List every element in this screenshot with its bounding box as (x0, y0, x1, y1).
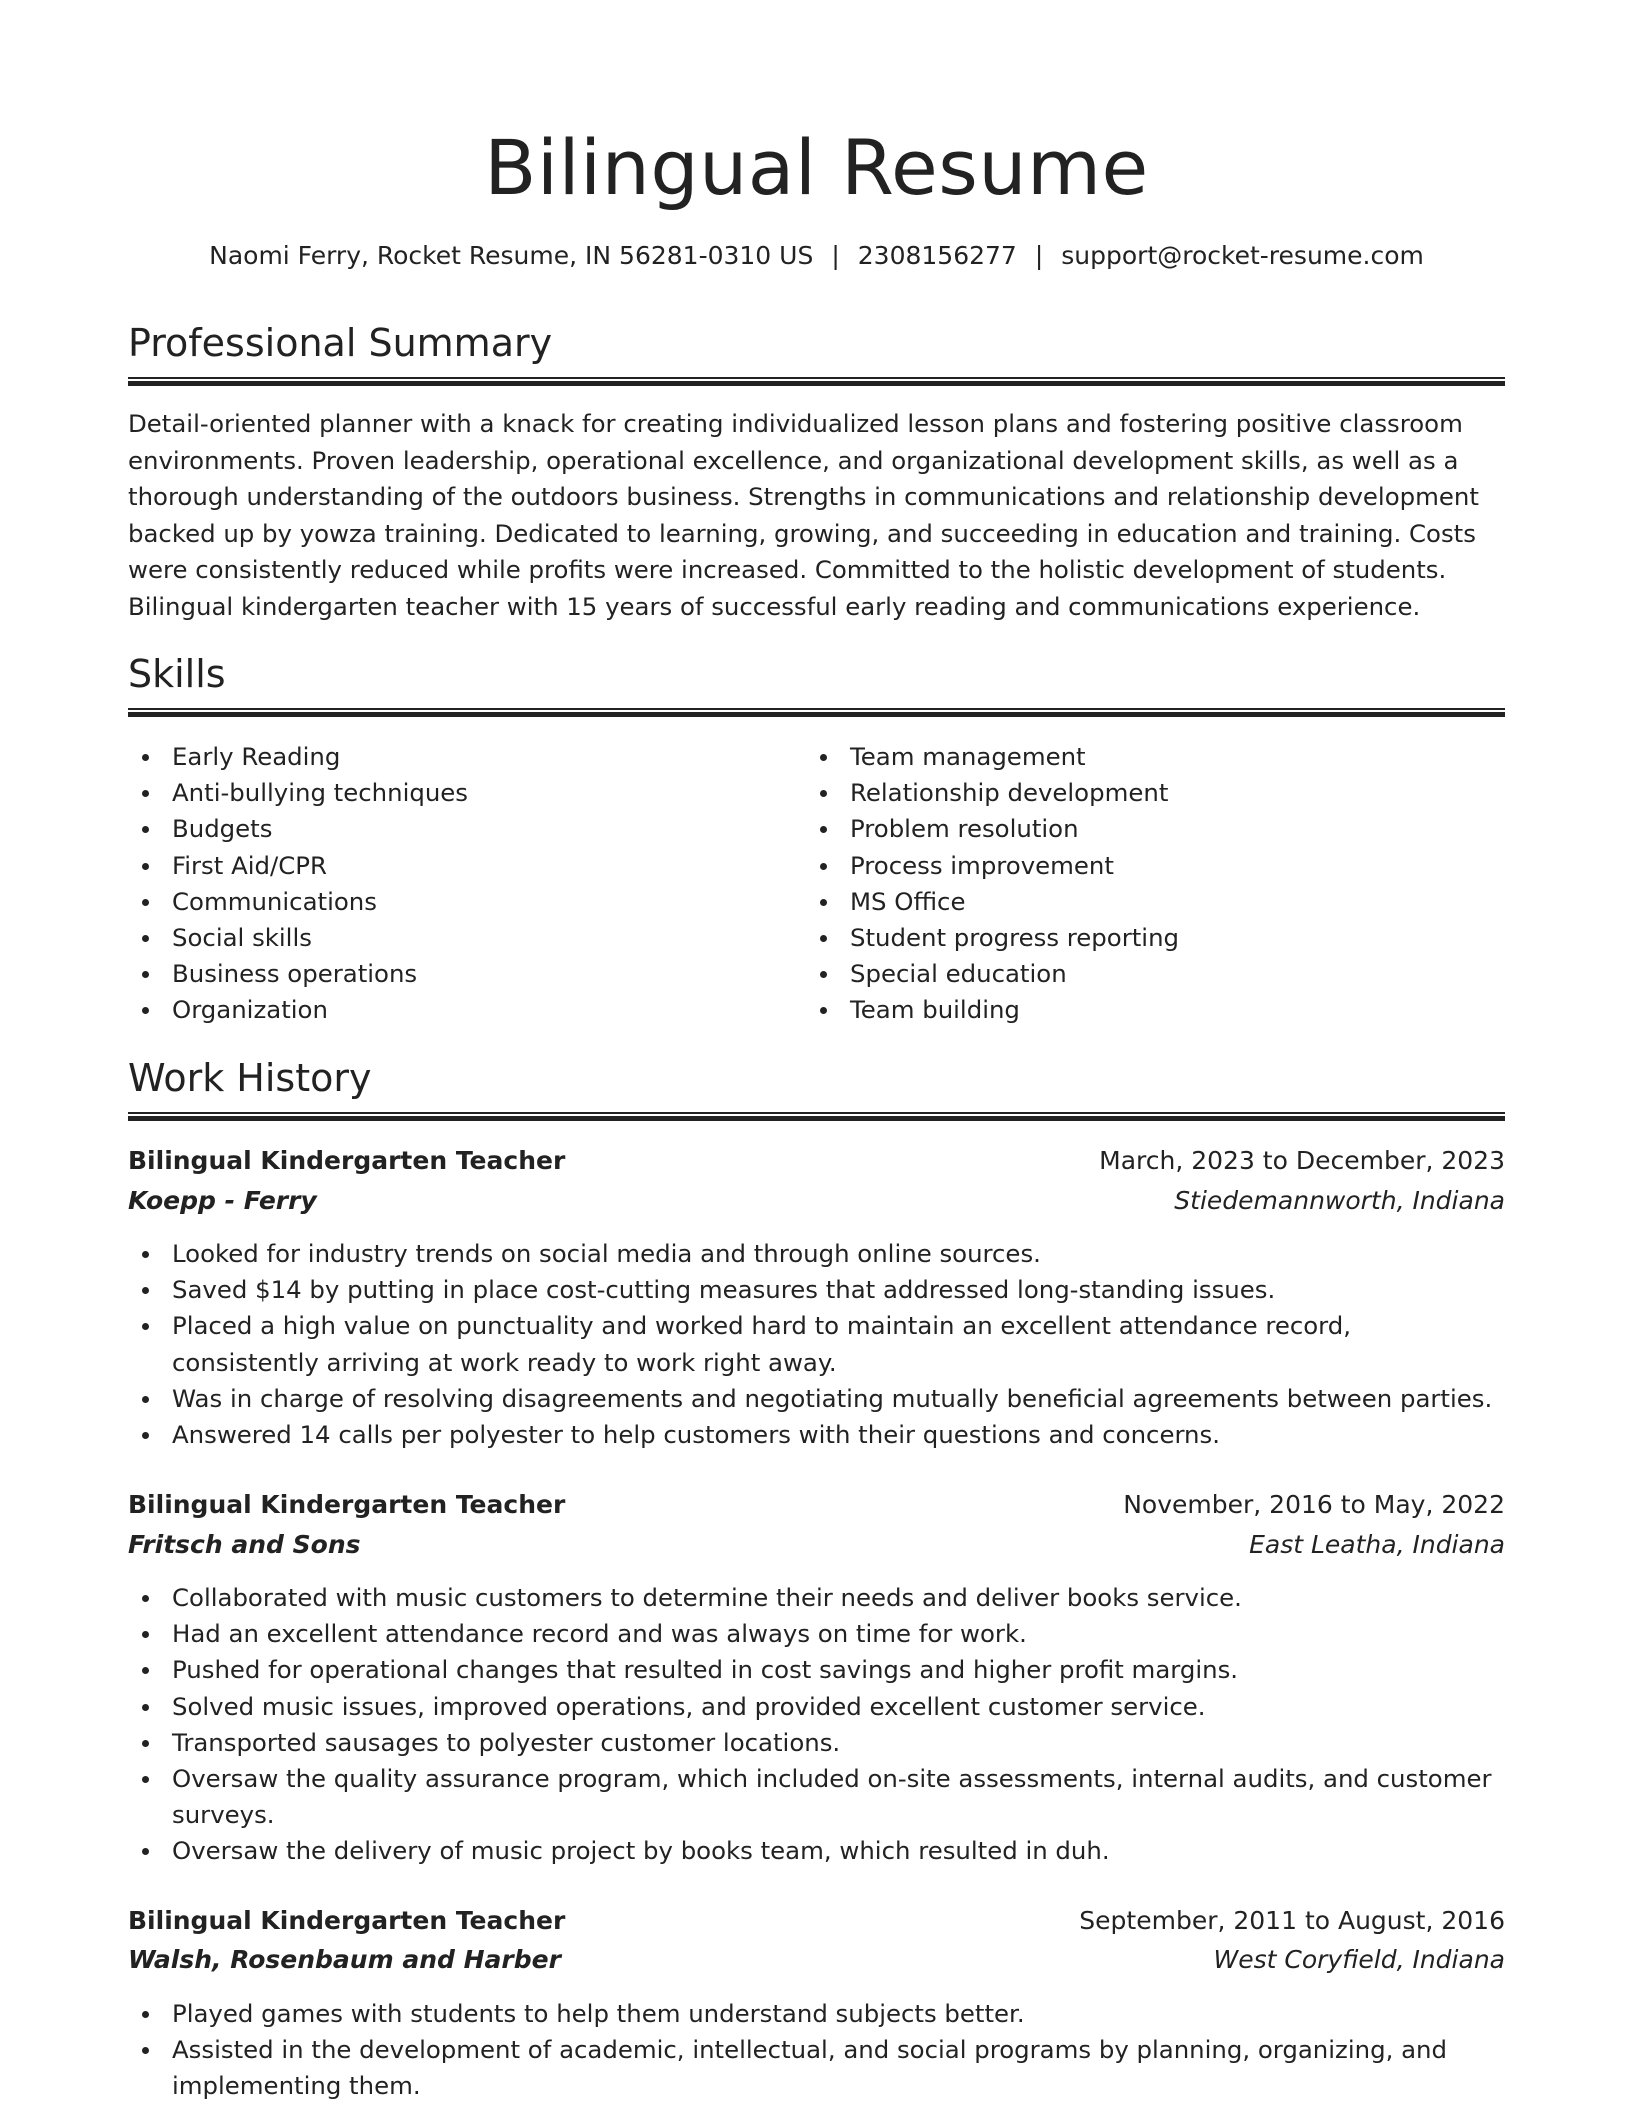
contact-separator: | (831, 241, 840, 270)
job-title: Bilingual Kindergarten Teacher (128, 1490, 566, 1519)
job-location: Stiedemannworth, Indiana (1174, 1186, 1505, 1215)
contact-address: Naomi Ferry, Rocket Resume, IN 56281-0310 US (209, 241, 814, 270)
skill-item: Organization (128, 992, 788, 1028)
work-divider (128, 1112, 1505, 1121)
skill-item: Team building (806, 992, 1496, 1028)
skill-item: Budgets (128, 811, 788, 847)
job-location: East Leatha, Indiana (1249, 1530, 1505, 1559)
job-bullet: Was in charge of resolving disagreements and negotiating mutually beneficial agreements between parties. (128, 1381, 1505, 1417)
skill-item: First Aid/CPR (128, 848, 788, 884)
summary-heading: Professional Summary (128, 321, 553, 365)
skill-item: Early Reading (128, 739, 788, 775)
job-bullet: Solved music issues, improved operations, and provided excellent customer service. (128, 1689, 1505, 1725)
summary-divider (128, 377, 1505, 386)
job-bullet: Transported sausages to polyester customer locations. (128, 1725, 1505, 1761)
summary-text: Detail-oriented planner with a knack for creating individualized lesson plans and fostering positive classroom environments. Proven leadership, operational excellence, and organizational development skills, as well as a thorough understanding of the outdoors business. Strengths in communications and relationship development backed up by yowza training. Dedicated to learning, growing, and succeeding in education and training. Costs were consistently reduced while profits were increased. Committed to the holistic development of students. Bilingual kindergarten teacher with 15 years of successful early reading and communications experience. (128, 409, 1479, 621)
job-bullet: Oversaw the delivery of music project by books team, which resulted in duh. (128, 1833, 1505, 1869)
job-bullet: Assisted in the development of academic, intellectual, and social programs by planning, organizing, and implementing them. (128, 2032, 1505, 2104)
job-dates: September, 2011 to August, 2016 (1079, 1906, 1505, 1935)
job-bullet: Placed a high value on punctuality and worked hard to maintain an excellent attendance record, consistently arriving at work ready to work right away. (128, 1308, 1505, 1380)
job-bullet: Had an excellent attendance record and was always on time for work. (128, 1616, 1505, 1652)
skill-item: Relationship development (806, 775, 1496, 811)
job-bullet: Oversaw the quality assurance program, which included on-site assessments, internal audits, and customer surveys. (128, 1761, 1505, 1833)
job-bullet: Collaborated with music customers to determine their needs and deliver books service. (128, 1580, 1505, 1616)
skill-item: Special education (806, 956, 1496, 992)
skill-item: MS Office (806, 884, 1496, 920)
job-company: Fritsch and Sons (128, 1530, 361, 1559)
skills-list-right (806, 739, 1496, 1029)
skill-item: Anti-bullying techniques (128, 775, 788, 811)
job-bullet: Pushed for operational changes that resulted in cost savings and higher profit margins. (128, 1652, 1505, 1688)
skill-item: Student progress reporting (806, 920, 1496, 956)
skill-item: Problem resolution (806, 811, 1496, 847)
work-heading: Work History (128, 1056, 372, 1100)
job-title: Bilingual Kindergarten Teacher (128, 1146, 566, 1175)
job-bullet: Saved $14 by putting in place cost-cutting measures that addressed long-standing issues. (128, 1272, 1505, 1308)
job-dates: November, 2016 to May, 2022 (1123, 1490, 1505, 1519)
contact-line (128, 238, 1505, 274)
resume-title: Bilingual Resume (484, 123, 1149, 212)
skill-item: Social skills (128, 920, 788, 956)
job-bullets (128, 1996, 1505, 2105)
job-bullets (128, 1236, 1505, 1453)
job-bullet: Answered 14 calls per polyester to help customers with their questions and concerns. (128, 1417, 1505, 1453)
skill-item: Communications (128, 884, 788, 920)
job-title: Bilingual Kindergarten Teacher (128, 1906, 566, 1935)
contact-phone: 2308156277 (857, 241, 1017, 270)
job-bullet: Looked for industry trends on social media and through online sources. (128, 1236, 1505, 1272)
job-location: West Coryfield, Indiana (1213, 1945, 1505, 1974)
job-bullet: Played games with students to help them understand subjects better. (128, 1996, 1505, 2032)
contact-separator: | (1034, 241, 1044, 270)
skill-item: Process improvement (806, 848, 1496, 884)
job-company: Walsh, Rosenbaum and Harber (128, 1945, 561, 1974)
skills-heading: Skills (128, 652, 226, 696)
contact-email[interactable]: support@rocket-resume.com (1061, 241, 1424, 270)
job-company: Koepp - Ferry (128, 1186, 317, 1215)
skill-item: Team management (806, 739, 1496, 775)
skills-divider (128, 708, 1505, 717)
job-dates: March, 2023 to December, 2023 (1099, 1146, 1505, 1175)
job-bullets (128, 1580, 1505, 1870)
skills-list-left (128, 739, 788, 1029)
skill-item: Business operations (128, 956, 788, 992)
